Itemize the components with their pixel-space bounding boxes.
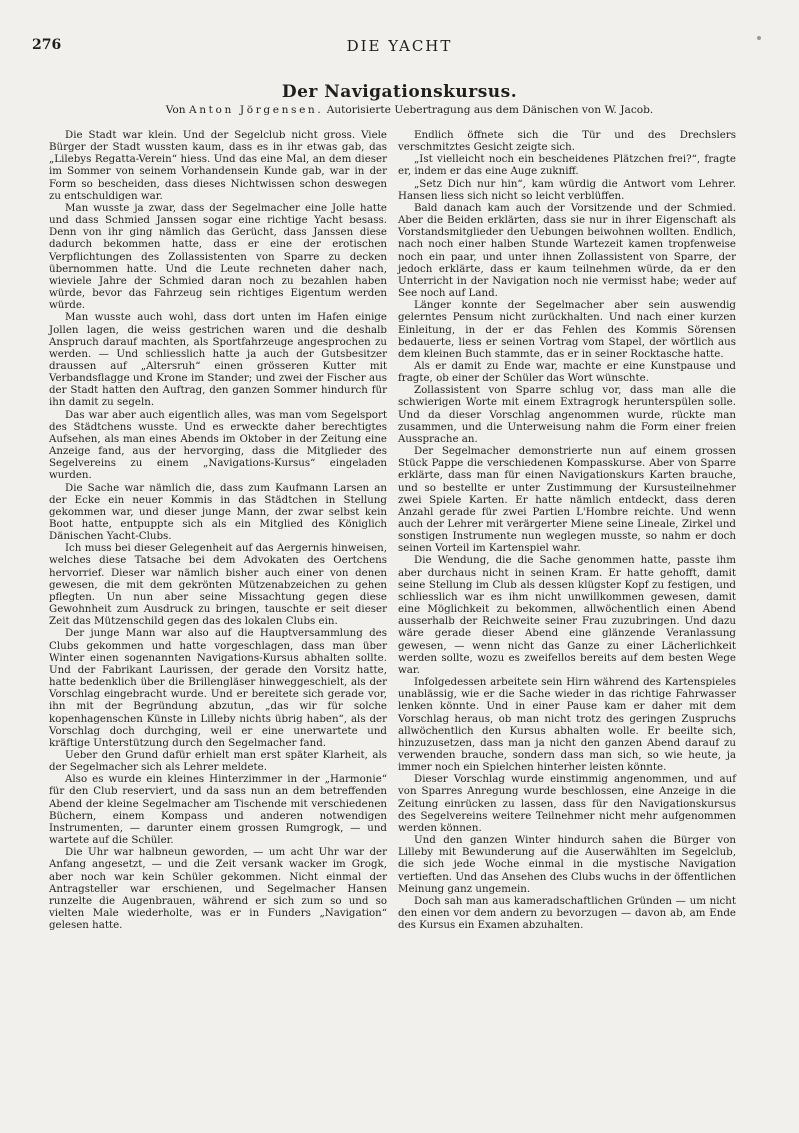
byline-note: Autorisierte Uebertragung aus dem Dänischen von: [326, 104, 602, 116]
paragraph: Die Wendung, die die Sache genommen hatte, passte ihm aber durchaus nicht in seinen Kram. Er hatte gehofft, damit seine Stellung im Club als dessen klügster Kopf zu festigen, und schliesslich war es ihm nicht unwillkommen gewesen, damit eine Möglichkeit zu bekommen, allwöchentlich einen Abend ausserhalb der Reichweite seiner Frau zuzubringen. Und dazu wäre gerade dieser Abend eine glänzende Veranlassung gewesen, — wenn nicht das Ganze zu einer Lächerlichkeit werden sollte, wozu es zweifellos bereits auf dem besten Wege war.: [398, 554, 736, 676]
byline-translator: W. Jacob.: [604, 104, 654, 116]
paragraph: „Ist vielleicht noch ein bescheidenes Plätzchen frei?“, fragte er, indem er das eine Auge zukniff.: [398, 153, 736, 178]
byline-author: Anton Jörgensen.: [188, 104, 324, 116]
page-number: 276: [32, 37, 62, 53]
paragraph: Die Uhr war halbneun geworden, — um acht Uhr war der Anfang angesetzt, — und die Zeit versank wacker im Grogk, aber noch war kein Schüler gekommen. Nicht einmal der Antragsteller war erschienen, und Segelmacher Hansen runzelte die Augenbrauen, während er sich zum so und so vielten Male wiederholte, was er in Funders „Navigation“ gelesen hatte.: [49, 846, 387, 932]
paragraph: Endlich öffnete sich die Tür und des Drechslers verschmitztes Gesicht zeigte sich.: [398, 129, 736, 154]
paragraph: Also es wurde ein kleines Hinterzimmer in der „Harmonie“ für den Club reserviert, und da sass nun an dem betreffenden Abend der kleine Segelmacher am Tischende mit verschiedenen Büchern, einem Kompass und anderen notwendigen Instrumenten, — darunter einem grossen Rumgrogk, — und wartete auf die Schüler.: [49, 773, 387, 847]
byline: [60, 104, 759, 116]
paragraph: Man wusste auch wohl, dass dort unten im Hafen einige Jollen lagen, die weiss gestrichen waren und die deshalb Anspruch darauf machten, als Sportfahrzeuge angesprochen zu werden. — Und schliesslich hatte ja auch der Gutsbesitzer draussen auf „Altersruh“ einen grösseren Kutter mit Verbandsflagge und Krone im Stander; und zwei der Fischer aus der Stadt hatten den Auftrag, den ganzen Sommer hindurch für ihn damit zu segeln.: [49, 311, 387, 409]
paragraph: Die Stadt war klein. Und der Segelclub nicht gross. Viele Bürger der Stadt wussten kaum, dass es in ihr etwas gab, das „Lilebys Regatta-Verein“ hiess. Und das eine Mal, an dem dieser im Sommer von seinem Vorhandensein Kunde gab, war in der Form so bescheiden, dass dieses Nichtwissen schon deswegen zu entschuldigen war.: [49, 129, 387, 202]
paragraph: Die Sache war nämlich die, dass zum Kaufmann Larsen an der Ecke ein neuer Kommis in das Städtchen in Stellung gekommen war, und dieser junge Mann, der zwar selbst kein Boot hatte, entpuppte sich als ein Mitglied des Königlich Dänischen Yacht-Clubs.: [49, 481, 387, 543]
running-head: DIE YACHT: [346, 37, 453, 55]
paragraph: Infolgedessen arbeitete sein Hirn während des Kartenspieles unablässig, wie er die Sache wieder in das richtige Fahrwasser lenken könnte. Und in einer Pause kam er daher mit dem Vorschlag heraus, ob man nicht trotz des geringen Zuspruchs allwöchentlich den Kursus abhalten wolle. Er beeilte sich, hinzuzusetzen, dass man ja nicht den ganzen Abend darauf zu verwenden brauche, sondern dass man sich, so wie heute, ja immer noch ein Spielchen hinterher leisten könnte.: [398, 676, 736, 774]
paragraph: Der junge Mann war also auf die Hauptversammlung des Clubs gekommen und hatte vorgeschlagen, dass man über Winter einen sogenannten Navigations-Kursus abhalten sollte. Und der Fabrikant Laurissen, der gerade den Vorsitz hatte, hatte bedenklich über die Brillengläser hinweggeschielt, als der Vorschlag eingebracht wurde. Und er bereitete sich gerade vor, ihn mit der Begründung abzutun, „das wir für solche kopenhagenschen Künste in Lilleby nichts übrig haben“, als der Vorschlag doch durchging, weil er eine unerwartete und kräftige Unterstützung durch den Segelmacher fand.: [49, 627, 387, 749]
paragraph: Man wusste ja zwar, dass der Segelmacher eine Jolle hatte und dass Schmied Janssen sogar eine richtige Yacht besass. Denn von ihr ging nämlich das Gerücht, dass Janssen diese dadurch bekommen hatte, dass er eine der erotischen Verpflichtungen des Zollassistenten von Sparre zu decken übernommen hatte. Und die Leute rechneten daher nach, wieviele Jahre der Schmied daran noch zu bezahlen haben würde, bevor das Fahrzeug sein richtiges Eigentum werden würde.: [49, 201, 387, 312]
paragraph: „Setz Dich nur hin“, kam würdig die Antwort vom Lehrer. Hansen liess sich nicht so leicht verblüffen.: [398, 177, 736, 202]
paragraph: Und den ganzen Winter hindurch sahen die Bürger von Lilleby mit Bewunderung auf die Auserwählten im Segelclub, die sich jede Woche einmal in die mystische Navigation vertieften. Und das Ansehen des Clubs wuchs in der öffentlichen Meinung ganz ungemein.: [398, 834, 736, 895]
paragraph: Dieser Vorschlag wurde einstimmig angenommen, und auf von Sparres Anregung wurde beschlossen, eine Anzeige in die Zeitung einrücken zu lassen, dass für den Navigationskursus des Segelvereins weitere Teilnehmer nicht mehr aufgenommen werden können.: [398, 773, 736, 834]
speck: [757, 36, 761, 40]
paragraph: Bald danach kam auch der Vorsitzende und der Schmied. Aber die Beiden erklärten, dass sie nur in ihrer Eigenschaft als Vorstandsmitglieder den Uebungen beiwohnen wollten. Endlich, nach noch einer halben Stunde Wartezeit kamen tropfenweise noch ein paar, und unter ihnen Zollassistent von Sparre, der jedoch erklärte, dass er kaum teilnehmen würde, da er den Unterricht in der Navigation noch nie vermisst habe; weder auf See noch auf Land.: [398, 201, 736, 300]
right-column: [398, 129, 736, 931]
byline-prefix: Von: [165, 104, 186, 116]
paragraph: Ueber den Grund dafür erhielt man erst später Klarheit, als der Segelmacher sich als Lehrer meldete.: [49, 748, 387, 774]
left-column: [49, 129, 387, 931]
paragraph: Doch sah man aus kameradschaftlichen Gründen — um nicht den einen vor dem andern zu bevorzugen — davon ab, am Ende des Kursus ein Examen abzuhalten.: [398, 894, 736, 932]
paragraph: Zollassistent von Sparre schlug vor, dass man alle die schwierigen Worte mit einem Extragrogk herunterspülen solle. Und da dieser Vorschlag angenommen wurde, rückte man zusammen, und die Unterweisung nahm die Form einer freien Aussprache an.: [398, 384, 736, 445]
paragraph: Der Segelmacher demonstrierte nun auf einem grossen Stück Pappe die verschiedenen Kompasskurse. Aber von Sparre erklärte, dass man für einen Navigationskurs Karten brauche, und so bestellte er unter Zustimmung der Kursusteilnehmer zwei Spiele Karten. Er hatte nämlich entdeckt, dass deren Anzahl gerade für zwei Partien L'Hombre reichte. Und wenn auch der Lehrer mit verärgerter Miene seine Lineale, Zirkel und sonstigen Instrumente nun weglegen musste, so nahm er doch seinen Vorteil im Kartenspiel wahr.: [398, 445, 736, 555]
article-title: Der Navigationskursus.: [281, 82, 518, 102]
paragraph: Länger konnte der Segelmacher aber sein auswendig gelerntes Pensum nicht zurückhalten. Und nach einer kurzen Einleitung, in der er das Fehlen des Kommis Sörensen bedauerte, liess er seinen Vortrag vom Stapel, der wörtlich aus dem kleinen Buch stammte, das er in seiner Rocktasche hatte.: [398, 299, 736, 360]
paragraph: Als er damit zu Ende war, machte er eine Kunstpause und fragte, ob einer der Schüler das Wort wünschte.: [398, 359, 736, 385]
paragraph: Ich muss bei dieser Gelegenheit auf das Aergernis hinweisen, welches diese Tatsache bei dem Advokaten des Oertchens hervorrief. Dieser war nämlich bisher auch einer von denen gewesen, die mit dem gekrönten Mützenabzeichen zu gehen pflegten. Un nun aber seine Missachtung gegen diese Gewohnheit zum Ausdruck zu bringen, tauschte er seit dieser Zeit das Mützenschild gegen das des lokalen Clubs ein.: [49, 542, 387, 628]
paragraph: Das war aber auch eigentlich alles, was man vom Segelsport des Städtchens wusste. Und es erweckte daher berechtigtes Aufsehen, als man eines Abends im Oktober in der Zeitung eine Anzeige fand, aus der hervorging, dass die Mitglieder des Segelvereins zu einem „Navigations-Kursus“ eingeladen wurden.: [49, 408, 387, 482]
